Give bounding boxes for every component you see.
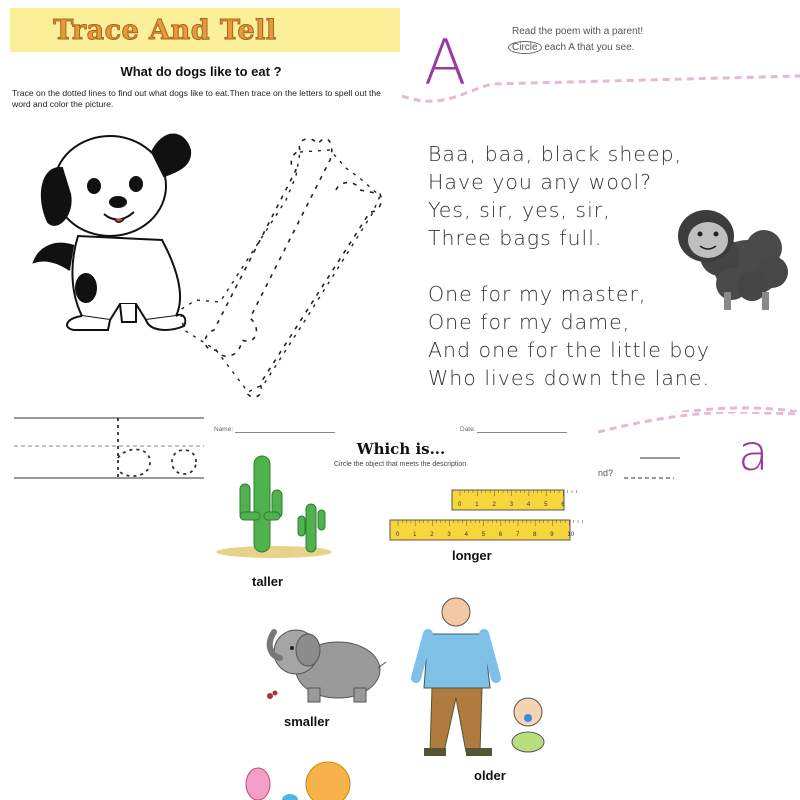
label-taller: taller	[252, 574, 284, 589]
poem-line: One for my master,	[428, 282, 647, 306]
poem-worksheet	[402, 0, 800, 420]
fragment-text: nd?	[598, 468, 614, 478]
ruler-number: 10	[567, 532, 575, 538]
poem-line: Who lives down the lane.	[428, 366, 711, 390]
ruler-number: 9	[550, 532, 554, 538]
small-letter-a: a	[738, 424, 769, 482]
label-older: older	[474, 768, 506, 783]
ruler-number: 6	[498, 532, 503, 538]
baby-icon	[512, 698, 544, 752]
poem-instruction-circle	[508, 42, 634, 53]
which-is-worksheet	[204, 412, 598, 800]
poem-text	[428, 140, 710, 392]
ruler-number: 4	[464, 532, 468, 538]
which-instructions: Circle the object that meets the description.	[333, 461, 469, 468]
label-smaller: smaller	[284, 714, 330, 729]
trace-question: What do dogs like to eat ?	[120, 64, 282, 79]
ruler-number: 5	[544, 502, 548, 508]
name-label: Name:	[214, 426, 234, 433]
poem-sheet-fragment	[598, 412, 800, 492]
elephant-icon	[270, 630, 386, 702]
ruler-number: 6	[561, 502, 565, 508]
ruler-number: 2	[430, 532, 434, 538]
ruler-number: 0	[396, 532, 400, 538]
ruler-number: 0	[458, 502, 462, 508]
dotted-letter-o	[172, 450, 196, 474]
ruler-number: 2	[492, 502, 496, 508]
poem-instruction-read: Read the poem with a parent!	[512, 26, 644, 37]
long-ruler-icon	[390, 520, 570, 540]
dotted-bone	[205, 139, 381, 397]
ruler-number: 1	[413, 532, 417, 538]
dotted-bone-outline	[180, 150, 380, 392]
label-longer: longer	[452, 548, 492, 563]
ruler-number: 3	[509, 502, 514, 508]
eggs-icon	[246, 762, 350, 800]
poem-line: Three bags full.	[428, 226, 603, 250]
ruler-number: 5	[481, 532, 486, 538]
ruler-number: 3	[447, 532, 451, 538]
which-title: Which is...	[356, 440, 446, 458]
cactus-icon	[216, 456, 332, 558]
trace-instructions: Trace on the dotted lines to find out what dogs like to eat.Then trace on the letters to spell out the word and color the picture.	[12, 88, 381, 109]
big-letter-a: A	[424, 26, 467, 99]
ruler-number: 7	[516, 532, 520, 538]
date-label: Date:	[460, 426, 476, 433]
instruction-rest: each A that you see.	[541, 42, 635, 53]
man-icon	[416, 598, 496, 756]
poem-line-spacer	[428, 252, 710, 280]
ant-icon	[267, 691, 278, 700]
ruler-number: 8	[533, 532, 537, 538]
dotted-letter-b	[118, 418, 150, 478]
poem-line: Yes, sir, yes, sir,	[428, 198, 611, 222]
which-drawings	[204, 412, 598, 800]
ruler-number: 1	[475, 502, 479, 508]
circle-word: Circle	[508, 41, 542, 54]
dog-icon	[34, 135, 190, 331]
ruler-number: 4	[526, 502, 531, 508]
poem-line: One for my dame,	[428, 310, 631, 334]
poem-line: Have you any wool?	[428, 170, 653, 194]
poem-line: And one for the little boy	[428, 338, 711, 362]
fragment-decorations	[598, 412, 800, 492]
poem-line: Baa, baa, black sheep,	[428, 142, 683, 166]
trace-title: Trace And Tell	[53, 15, 277, 46]
